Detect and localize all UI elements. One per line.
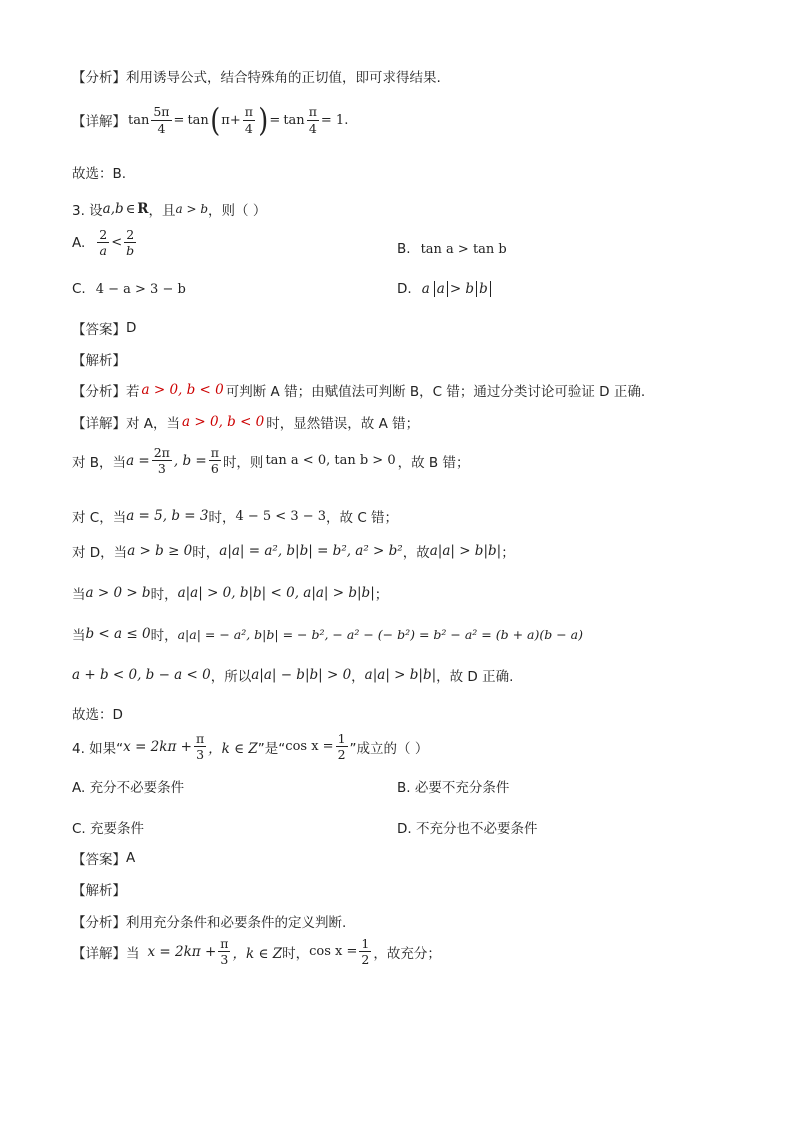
fraction-2-b: $\frac{2}{b}$ <box>126 227 135 259</box>
case-math: a|a| > 0, b|b| < 0, a|a| > b|b| <box>177 585 375 601</box>
detail-text: ，故充分； <box>373 945 441 962</box>
stem-text: ，则（ ） <box>208 203 267 219</box>
stem-text: ”是“ <box>257 740 286 757</box>
detail-tag: 【详解】 <box>72 114 126 130</box>
math-condition: a > 0, b < 0 <box>182 414 265 430</box>
case-d-sub2 <box>72 624 583 644</box>
question-4-option-a <box>72 776 184 796</box>
case-math: tan a < 0, tan b > 0 <box>265 453 396 469</box>
case-d-sub2-cont <box>72 665 513 685</box>
answer-q3 <box>72 318 136 338</box>
math-cos: cos x = <box>309 944 358 960</box>
question-3-stem <box>72 199 266 219</box>
option-label: A. <box>72 234 86 251</box>
answer-tag: 【答案】 <box>72 322 126 338</box>
question-4-option-c <box>72 817 144 837</box>
case-text: 对 B，当 <box>72 454 127 471</box>
solution-tag: 【解析】 <box>72 883 126 899</box>
math-result: = 1. <box>320 112 349 128</box>
case-text: 时， <box>208 510 236 526</box>
option-math: 4 − a > 3 − b <box>95 281 186 297</box>
math-in: ∈ <box>125 201 136 217</box>
case-text: ，故 <box>402 545 430 561</box>
analysis-q4 <box>72 911 346 931</box>
math-x-eq: x = 2kπ + <box>123 738 192 755</box>
math-condition: a > 0 > b <box>85 585 151 601</box>
analysis-tag: 【分析】 <box>72 384 126 400</box>
case-math: a + b < 0, b − a < 0 <box>72 667 211 683</box>
fraction-5pi-4: $\frac{5\pi}{4}$ <box>153 104 170 136</box>
case-text: ； <box>501 545 515 561</box>
fraction-2pi-3: $\frac{2\pi}{3}$ <box>153 445 170 477</box>
question-number: 4. 如果“ <box>72 740 124 757</box>
analysis-text: 利用充分条件和必要条件的定义判断. <box>126 915 347 931</box>
question-3-option-c <box>72 281 186 297</box>
detail-text: 时，显然错误，故 A 错； <box>266 416 420 432</box>
analysis-q2 <box>72 66 441 86</box>
fraction-2-a: $\frac{2}{a}$ <box>99 227 108 259</box>
math-condition: a = 5, b = 3 <box>126 508 209 524</box>
detail-tag: 【详解】 <box>72 945 126 962</box>
math-condition: a > b ≥ 0 <box>127 543 193 559</box>
math-cos: cos x = <box>285 739 334 755</box>
option-label: D. <box>397 281 412 297</box>
stem-text: ”成立的（ ） <box>349 740 429 757</box>
math-a-eq: a = <box>126 452 150 469</box>
analysis-tag: 【分析】 <box>72 915 126 931</box>
choice-q2 <box>72 162 126 182</box>
question-number: 3. 设 <box>72 203 103 219</box>
question-3-option-a <box>72 228 138 257</box>
case-math: a|a| = − a², b|b| = − b², − a² − (− b²) = b² − a² = (b + a)(b − a) <box>177 626 583 642</box>
fraction-pi-3: $\frac{\pi}{3}$ <box>220 936 229 968</box>
abs-bar <box>434 281 435 297</box>
case-text: 时， <box>150 587 178 603</box>
detail-text: 时， <box>282 945 310 962</box>
case-math: a|a| − b|b| > 0 <box>251 667 352 683</box>
solution-tag: 【解析】 <box>72 353 126 369</box>
case-math: a|a| > b|b| <box>429 543 502 559</box>
fraction-pi-3: $\frac{\pi}{3}$ <box>195 731 205 763</box>
analysis-q3 <box>72 380 645 400</box>
math-tan: tan <box>283 112 305 128</box>
case-text: ，故 C 错； <box>326 510 399 526</box>
math-pi-plus: π+ <box>221 112 241 128</box>
solution-q3 <box>72 349 126 369</box>
math-ab: a,b <box>102 201 124 217</box>
fraction-pi-4: $\frac{\pi}{4}$ <box>244 104 253 136</box>
option-label: C. <box>72 281 86 297</box>
option-label: B. <box>397 241 411 257</box>
choice-q3 <box>72 703 123 723</box>
math-a: a <box>421 281 430 297</box>
answer-tag: 【答案】 <box>72 852 126 868</box>
option-text: C. 充要条件 <box>72 821 145 837</box>
fraction-1-2: $\frac{1}{2}$ <box>361 936 370 968</box>
case-math: a|a| > b|b| <box>364 667 437 683</box>
detail-q4 <box>72 937 441 966</box>
equals-sign: = <box>173 112 185 128</box>
math-condition: a > 0, b < 0 <box>141 382 224 398</box>
case-c <box>72 506 398 526</box>
math-x-eq: x = 2kπ + <box>147 943 217 960</box>
case-text: ，故 B 错； <box>397 454 470 471</box>
math-b: b <box>479 281 488 297</box>
question-3-option-d <box>397 281 493 297</box>
analysis-text: 可判断 A 错；由赋值法可判断 B，C 错；通过分类讨论可验证 D 正确. <box>225 384 646 400</box>
case-text: 当 <box>72 587 86 603</box>
analysis-text: 利用诱导公式，结合特殊角的正切值，即可求得结果. <box>126 70 441 86</box>
detail-tag: 【详解】 <box>72 416 126 432</box>
stem-text: ，且 <box>148 203 176 219</box>
equals-sign: = <box>269 112 281 128</box>
case-text: 对 C，当 <box>72 510 127 526</box>
detail-q3 <box>72 412 419 432</box>
case-text: ，故 D 正确. <box>436 669 514 685</box>
math-condition: a > b <box>175 202 209 216</box>
option-math: tan a > tan b <box>420 241 507 257</box>
answer-value: D <box>126 320 137 336</box>
abs-bar <box>476 281 477 297</box>
case-math: 4 − 5 < 3 − 3 <box>235 508 327 524</box>
analysis-text: 若 <box>126 384 140 400</box>
math-b-eq: , b = <box>173 452 207 469</box>
abs-bar <box>447 281 448 297</box>
right-paren: ) <box>258 101 269 139</box>
math-k-in-z: ，k ∈ Z <box>232 945 283 962</box>
math-tan: tan <box>187 112 209 128</box>
case-text: 当 <box>72 628 86 644</box>
detail-text: 当 <box>126 945 140 962</box>
question-4-stem <box>72 732 428 761</box>
case-b <box>72 446 469 475</box>
option-text: A. 充分不必要条件 <box>72 780 185 796</box>
case-text: 时，则 <box>222 454 264 471</box>
case-d <box>72 541 515 561</box>
choice-text: 故选：D <box>72 707 123 723</box>
option-text: D. 不充分也不必要条件 <box>397 821 538 837</box>
answer-q4 <box>72 848 135 868</box>
analysis-tag: 【分析】 <box>72 70 126 86</box>
math-a: a <box>436 281 445 297</box>
less-than: < <box>111 235 123 251</box>
case-text: ， <box>351 669 365 685</box>
math-R: R <box>137 201 149 217</box>
case-text: ； <box>374 587 389 603</box>
question-3-option-b <box>397 241 507 257</box>
math-condition: b < a ≤ 0 <box>85 626 151 642</box>
answer-value: A <box>126 850 136 866</box>
math-tan: tan <box>128 112 150 128</box>
option-text: B. 必要不充分条件 <box>397 780 510 796</box>
solution-q4 <box>72 879 126 899</box>
fraction-1-2: $\frac{1}{2}$ <box>337 731 346 763</box>
question-4-option-d <box>397 817 537 837</box>
case-text: ，所以 <box>210 669 252 685</box>
fraction-pi-6: $\frac{\pi}{6}$ <box>210 445 219 477</box>
abs-bar <box>490 281 491 297</box>
question-4-option-b <box>397 776 509 796</box>
fraction-pi-4: $\frac{\pi}{4}$ <box>308 104 317 136</box>
detail-text: 对 A，当 <box>126 416 181 432</box>
math-gt-b: > b <box>449 281 475 297</box>
case-text: 对 D，当 <box>72 545 128 561</box>
choice-text: 故选：B. <box>72 166 127 182</box>
case-math: a|a| = a², b|b| = b², a² > b² <box>219 543 403 559</box>
case-text: 时， <box>150 628 178 644</box>
case-text: 时， <box>192 545 220 561</box>
detail-q2 <box>72 101 349 139</box>
math-k-in-z: ，k ∈ Z <box>208 740 258 757</box>
left-paren: ( <box>210 101 221 139</box>
case-d-sub1 <box>72 583 388 603</box>
